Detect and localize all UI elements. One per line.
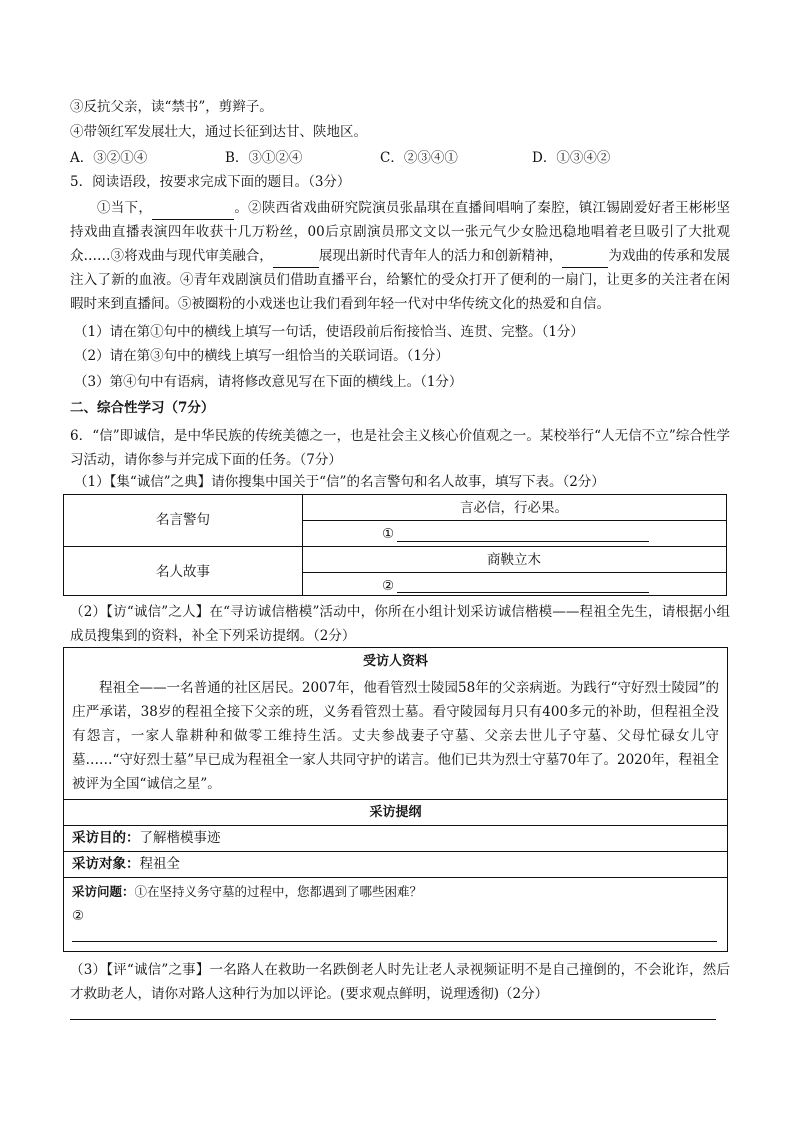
interview-table [63,647,728,952]
q4-option-d: D．①③④② [532,150,611,166]
q5-passage: ①当下， 。②陕西省戏曲研究院演员张晶琪在直播间唱响了秦腔，镇江锡剧爱好者王彬彬坚持戏曲直播表演四年收获十几万粉丝，00后京剧演员邢文文以一张元气少女脸迅稳地唱着老旦吸引了大批观众……③将戏曲与现代审美融合， 展现出新时代青年人的活力和创新精神， 为戏曲的传承和发展注入了新的血液。④青年戏剧演员们借助直播平台，给繁忙的受众打开了便利的一扇门，让更多的关注者在闲暇时来到直播间。⑤被圈粉的小戏迷也让我们看到年轻一代对中华传统文化的热爱和自信。 [70,200,731,312]
saying-answer-line[interactable] [397,541,649,542]
q6-task-2: （2）【访“诚信”之人】在“寻访诚信楷模”活动中，你所在小组计划采访诚信楷模——程祖全先生，请根据小组成员搜集到的资料，补全下列采访提纲。（2分） [70,604,730,644]
interview-question-2-marker: ② [72,908,85,924]
q5-sub-2: （2）请在第③句中的横线上填写一组恰当的关联词语。（1分） [74,348,449,364]
sayings-stories-table [63,494,727,596]
q6-intro: 6．“信”即诚信，是中华民族的传统美德之一，也是社会主义核心价值观之一。某校举行“人无信不立”综合性学习活动，请你参与并完成下面的任务。（7分） [70,428,730,468]
q4-item-3: ③反抗父亲，读“禁书”，剪辫子。 [70,99,273,115]
q4-item-4: ④带领红军发展壮大，通过长征到达甘、陕地区。 [70,124,367,140]
section-2-title: 二、综合性学习（7分） [70,400,215,416]
interview-outline-title: 采访提纲 [369,805,422,820]
table-divider [64,877,727,878]
table-divider [64,799,727,800]
q5-sub-3: （3）第④句中有语病，请将修改意见写在下面的横线上。（1分） [74,374,463,390]
q5-blank-2b[interactable] [562,251,608,268]
question-2-answer-line[interactable] [72,941,717,942]
table-divider [302,572,726,573]
q6-task-3: （3）【评“诚信”之事】一名路人在救助一名跌倒老人时先让老人录视频证明不是自己撞倒的，不会讹诈，然后才救助老人，请你对路人这种行为加以评论。(要求观点鲜明，说理透彻)（2分） [70,962,730,1002]
given-story: 商鞅立木 [487,552,541,568]
q5-blank-2a[interactable] [273,251,319,268]
saying-answer-marker: ① [382,526,395,542]
q5-title: 5．阅读语段，按要求完成下面的题目。（3分） [70,174,351,190]
table-divider [64,546,726,547]
interview-target: 采访对象：程祖全 [72,856,180,872]
q5-blank-1[interactable] [152,203,234,220]
q4-option-b: B．③①②④ [225,150,303,166]
table-divider [64,851,727,852]
interview-question-1: 采访问题：①在坚持义务守墓的过程中，您都遇到了哪些困难？ [72,884,423,899]
q4-option-c: C．②③④① [380,150,458,166]
interview-purpose: 采访目的：了解楷模事迹 [72,830,221,846]
given-saying: 言必信，行必果。 [460,500,568,516]
row-label-sayings: 名言警句 [156,512,210,528]
q4-option-a: A．③②①④ [70,150,148,166]
table-divider [302,520,726,521]
story-answer-marker: ② [382,578,395,594]
row-label-stories: 名人故事 [156,564,210,580]
q6-task-1: （1）【集“诚信”之典】请你搜集中国关于“信”的名言警句和名人故事，填写下表。（2分） [74,474,605,490]
table-divider [64,825,727,826]
q5-sub-1: （1）请在第①句中的横线上填写一句话，使语段前后衔接恰当、连贯、完整。（1分） [74,324,584,340]
interviewee-info-body: 程祖全——一名普通的社区居民。2007年，他看管烈士陵园58年的父亲病逝。为践行“守好烈士陵园”的庄严承诺，38岁的程祖全接下父亲的班，义务看管烈士墓。看守陵园每月只有400多元的补助，但程祖全没有怨言，一家人靠耕种和做零工维持生活。丈夫参战妻子守墓、父亲去世儿子守墓、父母忙碌女儿守墓……“守好烈士墓”早已成为程祖全一家人共同守护的诺言。他们已共为烈士守墓70年了。2020年，程祖全被评为全国“诚信之星”。 [72,680,719,792]
task-3-answer-line[interactable] [70,1019,716,1020]
interviewee-info-title: 受访人资料 [362,654,428,669]
story-answer-line[interactable] [397,592,649,593]
